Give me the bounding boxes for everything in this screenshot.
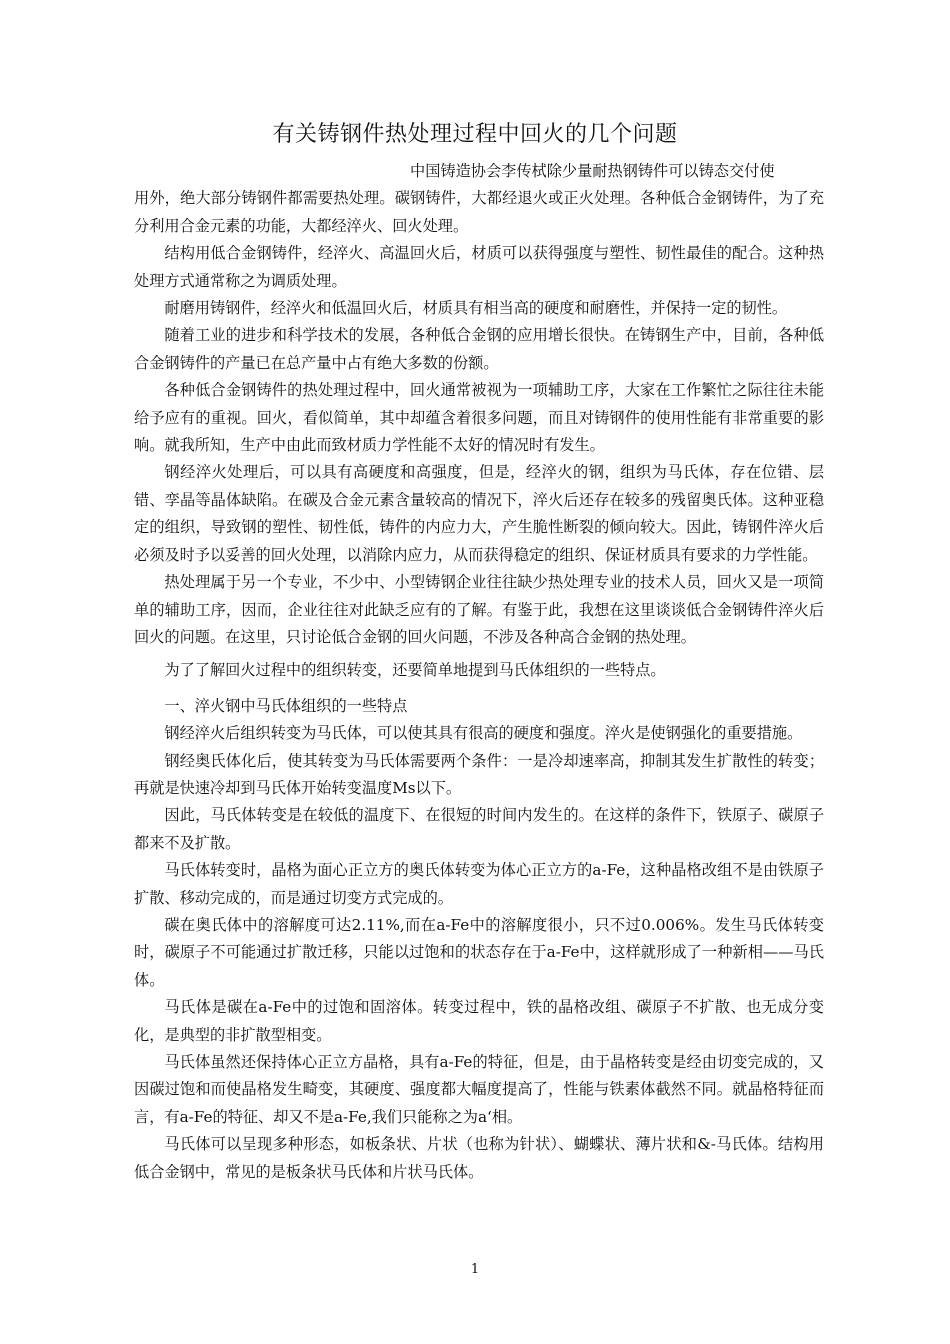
- document-title: 有关铸钢件热处理过程中回火的几个问题: [272, 122, 678, 147]
- paragraph: 为了了解回火过程中的组织转变，还要简单地提到马氏体组织的一些特点。: [164, 661, 666, 680]
- paragraph: 用外，绝大部分铸钢件都需要热处理。碳钢铸件，大都经退火或正火处理。各种低合金钢铸件，为了充分利用合金元素的功能，大都经淬火、回火处理。: [134, 189, 824, 235]
- paragraph: 各种低合金钢铸件的热处理过程中，回火通常被视为一项辅助工序，大家在工作繁忙之际往往未能给予应有的重视。回火，看似简单，其中却蕴含着很多问题，而且对铸钢件的使用性能有非常重要的影响。就我所知，生产中由此而致材质力学性能不太好的情况时有发生。: [134, 381, 824, 455]
- paragraph: 随着工业的进步和科学技术的发展，各种低合金钢的应用增长很快。在铸钢生产中，目前，各种低合金钢铸件的产量已在总产量中占有绝大多数的份额。: [134, 326, 824, 372]
- paragraph: 马氏体是碳在a-Fe中的过饱和固溶体。转变过程中，铁的晶格改组、碳原子不扩散、也无成分变化，是典型的非扩散型相变。: [134, 998, 824, 1044]
- paragraph: 钢经淬火后组织转变为马氏体，可以使其具有很高的硬度和强度。淬火是使钢强化的重要措施。: [164, 724, 803, 743]
- author-byline: 中国铸造协会李传栻除少量耐热钢铸件可以铸态交付使: [410, 162, 775, 180]
- paragraph: 马氏体可以呈现多种形态，如板条状、片状（也称为针状）、蝴蝶状、薄片状和&-马氏体。结构用低合金钢中，常见的是板条状马氏体和片状马氏体。: [134, 1135, 824, 1181]
- paragraph: 耐磨用铸钢件，经淬火和低温回火后，材质具有相当高的硬度和耐磨性，并保持一定的韧性。: [164, 299, 788, 318]
- paragraph: 马氏体转变时，晶格为面心正立方的奥氏体转变为体心正立方的a-Fe，这种晶格改组不是由铁原子扩散、移动完成的，而是通过切变方式完成的。: [134, 861, 824, 907]
- paragraph: 因此，马氏体转变是在较低的温度下、在很短的时间内发生的。在这样的条件下，铁原子、碳原子都来不及扩散。: [134, 806, 824, 852]
- paragraph: 马氏体虽然还保持体心正立方晶格，具有a-Fe的特征，但是，由于晶格转变是经由切变完成的，又因碳过饱和而使晶格发生畸变，其硬度、强度都大幅度提高了，性能与铁素体截然不同。就晶格特征而言，有a-Fe的特征、却又不是a-Fe,我们只能称之为a‘相。: [134, 1053, 824, 1126]
- paragraph: 热处理属于另一个专业，不少中、小型铸钢企业往往缺少热处理专业的技术人员，回火又是一项简单的辅助工序，因而，企业往往对此缺乏应有的了解。有鉴于此，我想在这里谈谈低合金钢铸件淬火后回火的问题。在这里，只讨论低合金钢的回火问题，不涉及各种高合金钢的热处理。: [134, 573, 824, 646]
- section-heading: 一、淬火钢中马氏体组织的一些特点: [164, 696, 408, 715]
- paragraph: 碳在奥氏体中的溶解度可达2.11%,而在a-Fe中的溶解度很小，只不过0.006%。发生马氏体转变时，碳原子不可能通过扩散迁移，只能以过饱和的状态存在于a-Fe中，这样就形成了一种新相——马氏体。: [134, 915, 824, 989]
- paragraph: 钢经淬火处理后，可以具有高硬度和高强度，但是，经淬火的钢，组织为马氏体，存在位错、层错、孪晶等晶体缺陷。在碳及合金元素含量较高的情况下，淬火后还存在较多的残留奥氏体。这种亚稳定的组织，导致钢的塑性、韧性低，铸件的内应力大，产生脆性断裂的倾向较大。因此，铸钢件淬火后必须及时予以妥善的回火处理，以消除内应力，从而获得稳定的组织、保证材质具有要求的力学性能。: [134, 463, 824, 564]
- paragraph: 钢经奥氏体化后，使其转变为马氏体需要两个条件：一是冷却速率高，抑制其发生扩散性的转变；再就是快速冷却到马氏体开始转变温度Ms以下。: [134, 751, 824, 797]
- paragraph: 结构用低合金钢铸件，经淬火、高温回火后，材质可以获得强度与塑性、韧性最佳的配合。这种热处理方式通常称之为调质处理。: [134, 244, 824, 290]
- page-number: 1: [470, 1262, 480, 1277]
- byline-paragraph: [134, 158, 824, 185]
- document-body: [134, 158, 824, 1186]
